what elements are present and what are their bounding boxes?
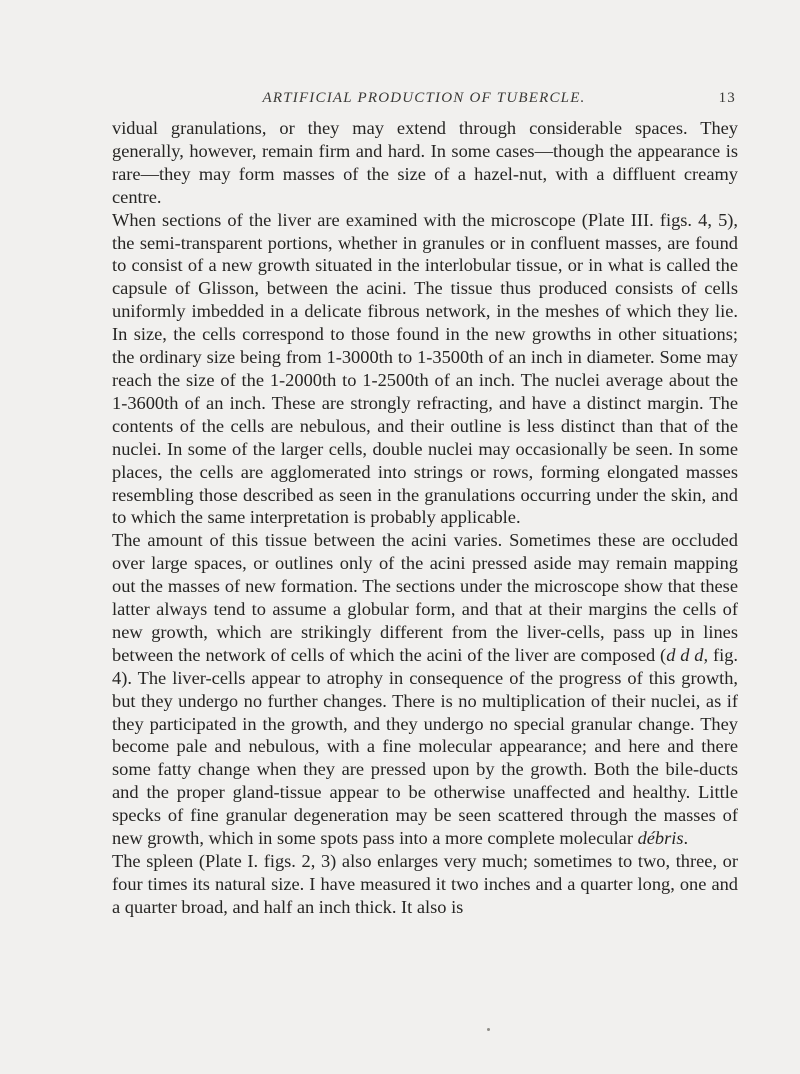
paragraph-granulations: vidual granulations, or they may extend through considerable spaces. They generally, however, remain firm and hard. In some cases—though the appearance is rare—they may form masses of the size of a hazel-nut, with a diffluent creamy centre.	[112, 118, 738, 207]
figure-reference-italic: d d d,	[666, 644, 709, 665]
paragraph-spleen: The spleen (Plate I. figs. 2, 3) also enlarges very much; sometimes to two, three, or four times its natural size. I have measured it two inches and a quarter long, one and a quarter broad, and half an inch thick. It also is	[112, 851, 738, 917]
paragraph-tissue-amount-part1: The amount of this tissue between the acini varies. Sometimes these are occluded over large spaces, or outlines only of the acini pressed aside may remain mapping out the masses of new formation. The sections under the microscope show that these latter always tend to assume a globular form, and that at their margins the cells of new growth, which are strikingly different from the liver-cells, pass up in lines between the network of cells of which the acini of the liver are composed (	[112, 530, 738, 665]
paragraph-microscope-sections: When sections of the liver are examined with the microscope (Plate III. figs. 4, 5), the semi-transparent portions, whether in granules or in confluent masses, are found to consist of a new growth situated in the interlobular tissue, or in what is called the capsule of Glisson, between the acini. The tissue thus produced consists of cells uniformly imbedded in a delicate fibrous network, in the meshes of which they lie. In size, the cells correspond to those found in the new growths in other situations; the ordinary size being from 1-3000th to 1-3500th of an inch in diameter. Some may reach the size of the 1-2000th to 1-2500th of an inch. The nuclei average about the 1-3600th of an inch. These are strongly refracting, and have a distinct margin. The contents of the cells are nebulous, and their outline is less distinct than that of the nuclei. In some of the larger cells, double nuclei may occasionally be seen. In some places, the cells are agglomerated into strings or rows, forming elongated masses resembling those described as seen in the granulations occurring under the skin, and to which the same interpretation is probably applicable.	[112, 209, 738, 528]
running-title: ARTIFICIAL PRODUCTION OF TUBERCLE.	[262, 90, 586, 106]
body-text	[112, 117, 738, 919]
paragraph-tissue-amount-end: .	[683, 828, 689, 849]
paragraph-tissue-amount-part2: fig. 4). The liver-cells appear to atrophy in consequence of the progress of this growth, but they undergo no further changes. There is no multiplication of their nuclei, as if they participated in the growth, and they undergo no special granular change. They become pale and nebulous, with a fine molecular appearance; and here and there some fatty change when they are pressed upon by the growth. Both the bile-ducts and the proper gland-tissue appear to be otherwise unaffected and healthy. Little specks of fine granular degeneration may be seen scattered through the masses of new growth, which in some spots pass into a more complete molecular	[112, 644, 738, 849]
page-number: 13	[718, 90, 736, 106]
debris-italic: débris	[637, 828, 684, 849]
running-header	[112, 90, 736, 114]
paper-speck	[487, 1028, 490, 1031]
paragraph-tissue-amount	[112, 529, 738, 850]
